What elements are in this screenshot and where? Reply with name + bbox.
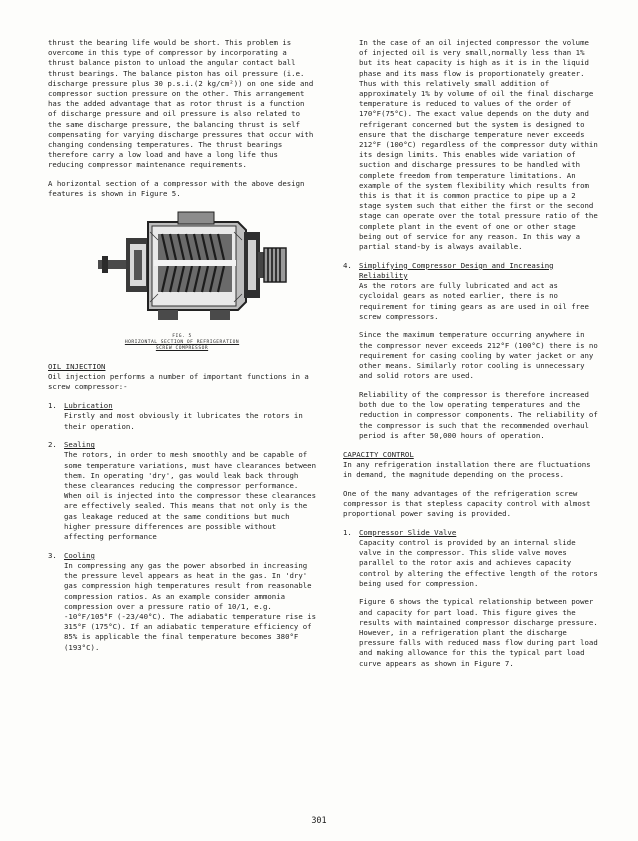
page-number: 301	[311, 816, 327, 826]
item-number: 3.	[48, 550, 57, 560]
item-text: The rotors, in order to mesh smoothly and be capable of some temperature variations, must have clearances between them. In operating 'dry', gas would leak back through these clearances reducing the compressor performance. When oil is injected into the compressor these clearances are effectively sealed. This means that not only is the gas leakage reduced at the same conditions but much higher pressure differences are possible without affecting performance	[64, 450, 317, 542]
paragraph-oil-intro: Oil injection performs a number of important functions in a screw compressor:-	[48, 372, 309, 392]
paragraph-capacity-intro: In any refrigeration installation there are fluctuations in demand, the magnitude depending on the process.	[343, 459, 591, 479]
item-text: Capacity control is provided by an internal slide valve in the compressor. This slide valve moves parallel to the rotor axis and achieves capacity control by altering the effective length of the rotors being used for compression.	[359, 537, 598, 588]
figure-caption-line: HORIZONTAL SECTION OF REFRIGERATION	[124, 340, 240, 346]
paragraph-thrust-balance: thrust the bearing life would be short. This problem is overcome in this type of compressor by incorporating a thrust balance piston to unload the angular contact ball thrust bearings. The balance piston has oil pressure (i.e. discharge pressure plus 30 p.s.i.(2 kg/cm²)) on one side and compressor suction pressure on the other. This arrangement has the added advantage that as rotor thrust is a function of discharge pressure and oil pressure is also related to the same discharge pressure, the balancing thrust is self compensating for varying discharge pressures that occur with changing condensing temperatures. The thrust bearings therefore carry a low load and have a long life thus reducing compressor maintenance requirements.	[48, 38, 314, 170]
item-text: Since the maximum temperature occurring anywhere in the compressor never exceeds 212°F (100°C) there is no requirement for casing cooling by water jacket or any other means. Similarly rotor cooling is unnecessary and solid rotors are used.	[359, 330, 598, 381]
list-item-sealing	[48, 440, 316, 542]
item-title: Simplifying Compressor Design and Increasing Reliability	[359, 260, 554, 280]
item-text: Firstly and most obviously it lubricates the rotors in their operation.	[64, 411, 303, 431]
figure-caption	[48, 334, 316, 352]
list-item-lubrication	[48, 401, 316, 432]
figure-caption-line: SCREW COMPRESSOR	[155, 346, 209, 352]
item-number: 2.	[48, 440, 57, 450]
figure-caption-line: FIG. 5	[172, 334, 192, 340]
section-heading-capacity-control: CAPACITY CONTROL	[343, 449, 414, 459]
section-heading-oil-injection: OIL INJECTION	[48, 362, 106, 372]
list-item-cooling	[48, 551, 316, 653]
left-column	[48, 38, 316, 661]
paragraph-capacity-advantage: One of the many advantages of the refrigeration screw compressor is that stepless capacity control with almost proportional power saving is provided.	[343, 488, 591, 519]
list-item-slide-valve	[343, 528, 599, 669]
item-number: 4.	[343, 260, 352, 270]
item-text: Figure 6 shows the typical relationship between power and capacity for part load. This figure gives the results with maintained compressor discharge pressure. However, in a refrigeration plant the discharge pressure falls with reduced mass flow during part load and making allowance for this the typical part load curve appears as shown in Figure 7.	[359, 597, 598, 668]
compressor-section-illustration	[98, 208, 288, 326]
item-title: Sealing	[64, 440, 95, 450]
right-column	[343, 38, 599, 677]
list-item-simplifying-design	[343, 261, 599, 441]
item-title: Lubrication	[64, 401, 113, 411]
item-text: As the rotors are fully lubricated and act as cycloidal gears as noted earlier, there is no requirement for timing gears as are used in oil free screw compressors.	[359, 281, 589, 321]
paragraph-oil-injected-cooling: In the case of an oil injected compressor the volume of injected oil is very small,normally less than 1% but its heat capacity is high as it is in the liquid phase and its mass flow is proportionately greater. Thus with this relatively small addition of approximately 1% by volume of oil the final discharge temperature is reduced to values of the order of 170°F(75°C). The exact value depends on the duty and refrigerant concerned but the system is designed to ensure that the discharge temperature never exceeds 212°F (100°C) regardless of the compressor duty within its design limits. This enables wide variation of suction and discharge pressures to be handled with complete freedom from temperature limitations. An example of the system flexibility which results from this is that it is common practice to pipe up a 2 stage system such that either the first or the second stage can operate over the total pressure ratio of the complete plant in the event of one or other stage being out of service for any reason. In this way a partial stand-by is always available.	[359, 38, 598, 252]
compressor-section-drawing	[48, 208, 316, 326]
item-title: Compressor Slide Valve	[359, 527, 457, 537]
item-text: Reliability of the compressor is therefore increased both due to the low operating temperatures and the reduction in compressor components. The reliability of the compressor is such that the recommended overhaul period is after 50,000 hours of operation.	[359, 390, 598, 440]
paragraph-figure-reference: A horizontal section of a compressor with the above design features is shown in Figure 5.	[48, 179, 305, 199]
item-number: 1.	[48, 401, 57, 411]
item-number: 1.	[343, 527, 352, 537]
item-text: In compressing any gas the power absorbed in increasing the pressure level appears as heat in the gas. In 'dry' gas compression high temperatures result from reasonable compression ratios. As an example consider ammonia compression over a pressure ratio of 10/1, e.g. -10°F/105°F (-23/40°C). The adiabatic temperature rise is 315°F (175°C). If an adiabatic temperature efficiency of 85% is applicable the final temperature becomes 380°F (193°C).	[64, 561, 317, 652]
item-title: Cooling	[64, 550, 95, 560]
